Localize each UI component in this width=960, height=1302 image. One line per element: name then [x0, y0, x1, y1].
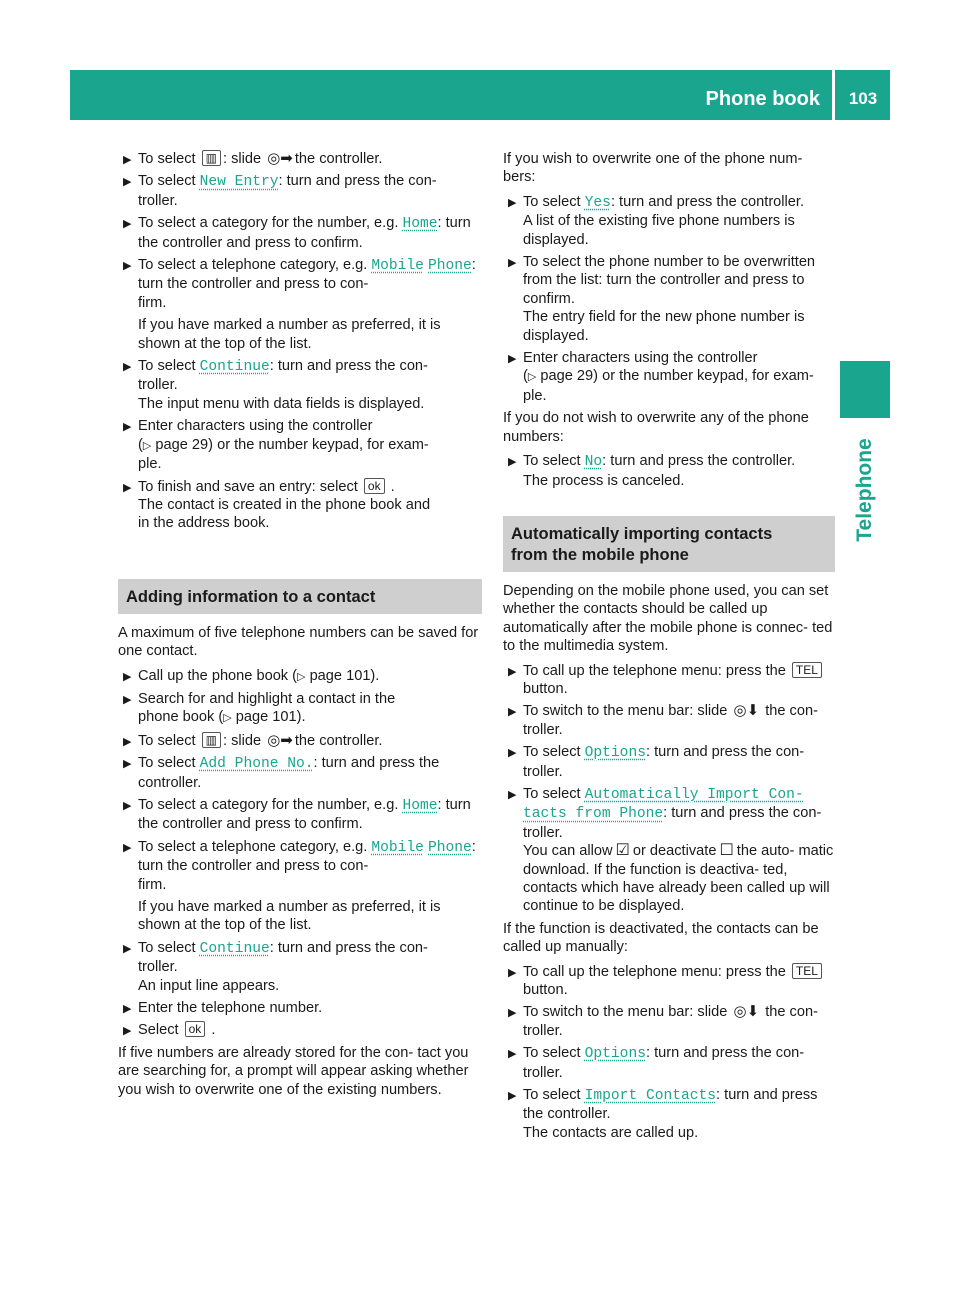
intro-paragraph: If the function is deactivated, the contacts can be called up manually:: [503, 920, 819, 956]
key-symbol-icon: ok: [364, 478, 385, 494]
step-lead: To select: [138, 151, 196, 167]
step-line: displayed.: [523, 231, 589, 248]
controller-icon: ◎➡: [267, 150, 293, 167]
page-title: Phone book: [705, 88, 820, 110]
step-text: [523, 1086, 835, 1142]
step-lead: To select: [138, 939, 196, 956]
step-line: ple.: [138, 456, 162, 473]
step-text: [523, 452, 835, 490]
step-lead: To select: [523, 193, 581, 210]
instruction-step: [118, 256, 482, 353]
instruction-step: [118, 732, 482, 750]
step-text: [523, 1003, 835, 1040]
arrow-icon: ▶: [123, 693, 132, 706]
page-number: 103: [848, 89, 878, 108]
menu-item-code: tacts from Phone: [523, 806, 664, 823]
step-text: [138, 732, 482, 750]
step-text: [138, 838, 482, 935]
controller-icon: ◎⬇: [733, 702, 760, 720]
left-column: [118, 150, 482, 1105]
instruction-step: [118, 667, 482, 686]
arrow-icon: ▶: [123, 758, 132, 771]
step-text: [138, 999, 482, 1017]
step-line: The process is canceled.: [523, 472, 685, 489]
header-divider: [832, 70, 835, 120]
arrow-icon: ▶: [123, 154, 132, 166]
step-lead: To switch to the menu bar: slide: [523, 703, 728, 720]
step-line: The contact is created in the phone book and: [138, 496, 431, 513]
instruction-step: [503, 702, 835, 739]
step-line: displayed.: [523, 327, 589, 344]
step-tail: .: [211, 1022, 216, 1039]
step-line: troller.: [138, 959, 178, 976]
section-intro: Depending on the mobile phone used, you can set whether the contacts should be called up automatically after the mobile phone is connec- ted to the multimedia system.: [503, 582, 833, 655]
step-tail: : turn the controller and press to confirm.: [138, 215, 471, 251]
arrow-icon: ▶: [123, 799, 132, 812]
step-line: controller.: [138, 774, 202, 791]
instruction-step: [503, 349, 835, 405]
instruction-step: [503, 785, 835, 916]
step-lead: To select: [523, 453, 581, 470]
menu-item-code: Home: [402, 216, 438, 233]
step-lead: Select: [138, 1022, 179, 1039]
arrow-icon: ▶: [508, 747, 517, 760]
step-text: [523, 253, 835, 345]
step-text: [138, 1021, 482, 1039]
arrow-icon: ▶: [508, 665, 517, 678]
arrow-icon: ▶: [508, 1048, 517, 1061]
step-text: [523, 1044, 835, 1082]
arrow-icon: ▶: [123, 735, 132, 748]
arrow-icon: ▶: [508, 788, 517, 801]
step-line: troller.: [138, 192, 178, 209]
step-lead: To select the phone number to be overwritten from the list: turn the controller and press to confirm.: [523, 254, 816, 307]
step-lead: To call up the telephone menu: press the: [523, 662, 786, 679]
arrow-icon: ▶: [123, 670, 132, 683]
arrow-icon: ▶: [508, 196, 517, 209]
step-line: troller.: [523, 1064, 563, 1081]
step-lead: Enter characters using the controller: [523, 350, 758, 367]
step-lead: To finish and save an entry: select: [138, 478, 358, 495]
step-line: firm.: [138, 294, 167, 311]
step-lead: To select: [138, 755, 196, 772]
step-lead: To select: [138, 358, 196, 375]
step-line: The entry field for the new phone number is: [523, 309, 805, 326]
menu-item-code: Phone: [428, 839, 472, 856]
step-note: If you have marked a number as preferred, it is shown at the top of the list.: [138, 899, 441, 934]
step-line: troller.: [523, 1022, 563, 1039]
step-text: [138, 256, 482, 353]
step-text: [138, 150, 482, 168]
instruction-step: [503, 963, 835, 1000]
instruction-step: [118, 796, 482, 834]
key-symbol-icon: ▥: [202, 732, 221, 748]
step-tail: button.: [523, 680, 568, 697]
arrow-icon: ▶: [123, 421, 132, 434]
step-text: [138, 939, 482, 995]
intro-paragraph: If you wish to overwrite one of the phone num- bers:: [503, 151, 803, 186]
step-tail: : turn and press the con-: [645, 744, 805, 761]
step-tail: : turn and press the con-: [269, 939, 428, 956]
arrow-icon: ▶: [123, 942, 132, 955]
arrow-icon: ▶: [123, 841, 132, 854]
instruction-step: [118, 214, 482, 252]
step-lead-2: phone book (: [138, 709, 224, 726]
step-tail: button.: [523, 982, 568, 999]
menu-item-code: Mobile: [371, 839, 424, 856]
arrow-icon: ▶: [508, 1007, 517, 1020]
side-tab-marker: [840, 361, 890, 418]
arrow-icon: ▶: [123, 218, 132, 231]
instruction-step: [118, 999, 482, 1017]
step-line: The input menu with data fields is displayed.: [138, 395, 425, 412]
section-heading-line-2: from the mobile phone: [511, 545, 689, 564]
step-text: [138, 754, 482, 792]
instruction-step: [118, 939, 482, 995]
step-lead: To select: [138, 732, 196, 749]
key-symbol-icon: ok: [185, 1021, 206, 1037]
step-text: [138, 667, 482, 686]
menu-item-code: Options: [584, 1046, 646, 1063]
step-tail: the con-: [765, 1004, 818, 1021]
step-tail: : turn and press the controller.: [602, 453, 796, 470]
instruction-step: [118, 838, 482, 935]
menu-item-code: Home: [402, 797, 438, 814]
key-symbol-icon: TEL: [792, 963, 822, 979]
step-lead: Enter the telephone number.: [138, 1000, 323, 1017]
step-tail: : turn and press the: [313, 755, 440, 772]
step-text: [523, 193, 835, 249]
step-lead: To select: [523, 1087, 581, 1104]
arrow-icon: ▶: [508, 1090, 517, 1103]
step-line: troller.: [523, 721, 563, 738]
step-lead: To call up the telephone menu: press the: [523, 963, 786, 980]
allow-text: You can allow: [523, 843, 613, 860]
step-text: [138, 690, 482, 728]
instruction-step: [503, 253, 835, 345]
arrow-icon: ▶: [508, 257, 517, 270]
page-ref: page 29) or the number keypad, for exam-: [540, 368, 814, 385]
key-symbol-icon: TEL: [792, 662, 822, 678]
arrow-icon: ▶: [123, 176, 132, 189]
menu-item-code: Mobile: [371, 258, 424, 275]
menu-item-code: New Entry: [199, 174, 279, 191]
paren: (: [138, 436, 143, 453]
intro-paragraph: If you do not wish to overwrite any of the phone numbers:: [503, 410, 809, 445]
instruction-step: [503, 193, 835, 249]
step-lead: To select a telephone category, e.g.: [138, 257, 368, 274]
page-ref: page 29) or the number keypad, for exam-: [155, 436, 429, 453]
menu-item-code: Import Contacts: [584, 1088, 717, 1105]
step-lead: Search for and highlight a contact in the: [138, 690, 396, 707]
arrow-icon: ▶: [123, 481, 132, 494]
step-lead: To select a category for the number, e.g.: [138, 796, 399, 813]
step-mid: : slide: [223, 732, 262, 749]
instruction-step: [503, 743, 835, 781]
menu-item-code: Automatically Import Con‑: [584, 786, 804, 803]
controller-icon: ◎➡: [267, 731, 293, 749]
checkbox-empty-icon: ☐: [719, 842, 734, 860]
step-text: [138, 357, 482, 413]
key-symbol-icon: ▥: [202, 150, 221, 166]
step-tail: the controller.: [294, 732, 383, 749]
instruction-step: [118, 417, 482, 473]
step-text: [523, 963, 835, 1000]
section-intro: A maximum of five telephone numbers can be saved for one contact.: [118, 624, 479, 660]
step-line: in the address book.: [138, 515, 270, 532]
instruction-step: [118, 172, 482, 210]
side-tab: [840, 425, 890, 555]
step-lead: To select: [138, 173, 196, 190]
arrow-icon: ▶: [508, 456, 517, 469]
step-lead: To select: [523, 1045, 581, 1062]
controller-icon: ◎⬇: [733, 1003, 760, 1021]
menu-item-code: Add Phone No.: [199, 756, 314, 773]
instruction-step: [118, 150, 482, 168]
step-tail: : turn the controller and press to con-: [138, 838, 476, 875]
checkbox-checked-icon: ☑: [615, 842, 630, 860]
section-heading-line-1: Automatically importing contacts: [511, 524, 773, 543]
step-text: [523, 785, 835, 916]
section-heading: Adding information to a contact: [118, 579, 482, 614]
deactivate-text: or deactivate: [632, 843, 717, 860]
step-tail: : turn and press the con-: [269, 358, 428, 375]
page-ref-icon: ▷: [223, 712, 232, 725]
instruction-step: [118, 1021, 482, 1039]
closing-paragraph: If five numbers are already stored for the con- tact you are searching for, a prompt will appear asking whether you wish to overwrite one of the existing numbers.: [118, 1044, 469, 1098]
step-line: troller.: [523, 824, 563, 841]
menu-item-code: Yes: [584, 194, 611, 211]
instruction-step: [503, 662, 835, 699]
right-column: [503, 150, 835, 1146]
menu-item-code: Continue: [199, 359, 270, 376]
arrow-icon: ▶: [123, 1025, 132, 1038]
step-tail: : turn the controller and press to confirm.: [138, 796, 471, 833]
step-tail: : turn and press the controller.: [610, 193, 805, 210]
instruction-step: [503, 1086, 835, 1142]
step-lead: To switch to the menu bar: slide: [523, 1004, 728, 1021]
arrow-icon: ▶: [508, 706, 517, 719]
step-text: [138, 172, 482, 210]
step-lead: Call up the phone book (: [138, 667, 298, 684]
step-line: troller.: [138, 377, 178, 394]
step-text: [138, 478, 482, 533]
allow-tail: the auto- matic download. If the function is deactiva- ted, contacts which have already been called up will continue to be displayed.: [523, 843, 834, 915]
side-tab-label: Telephone: [853, 438, 876, 542]
step-text: [523, 702, 835, 739]
step-line: The contacts are called up.: [523, 1124, 699, 1141]
paren: (: [523, 368, 528, 385]
step-text: [523, 349, 835, 405]
step-lead: To select a category for the number, e.g.: [138, 215, 399, 232]
page-ref: page 101).: [235, 709, 306, 726]
menu-item-code: No: [584, 454, 603, 471]
step-tail: : turn and press the con-: [663, 805, 822, 822]
step-text: [523, 743, 835, 781]
arrow-icon: ▶: [508, 353, 517, 366]
step-tail: : turn and press the con-: [278, 173, 437, 190]
step-note: If you have marked a number as preferred, it is shown at the top of the list.: [138, 317, 441, 352]
step-tail: the con-: [765, 703, 818, 720]
step-text: [138, 214, 482, 252]
instruction-step: [503, 452, 835, 490]
instruction-step: [503, 1003, 835, 1040]
instruction-step: [118, 357, 482, 413]
instruction-step: [503, 1044, 835, 1082]
page-ref-icon: ▷: [142, 439, 152, 452]
arrow-icon: ▶: [508, 966, 517, 979]
step-line: troller.: [523, 763, 563, 780]
step-mid: : slide: [223, 151, 262, 167]
instruction-step: [118, 754, 482, 792]
step-tail: .: [390, 478, 395, 495]
step-text: [523, 662, 835, 699]
step-lead: To select: [523, 744, 581, 761]
step-tail: : turn and press: [716, 1087, 818, 1104]
step-text: [138, 417, 482, 473]
step-tail: : turn the controller and press to con-: [138, 257, 476, 293]
step-line: A list of the existing five phone numbers is: [523, 213, 795, 230]
menu-item-code: Continue: [199, 940, 270, 957]
step-tail: : turn and press the con-: [645, 1045, 805, 1062]
step-lead: To select a telephone category, e.g.: [138, 838, 368, 855]
page-ref-icon: ▷: [527, 371, 537, 384]
menu-item-code: Phone: [428, 258, 472, 275]
step-tail: the controller.: [294, 151, 383, 167]
instruction-step: [118, 690, 482, 728]
page-ref: page 101).: [309, 667, 380, 684]
step-lead: Enter characters using the controller: [138, 418, 373, 435]
menu-item-code: Options: [584, 745, 646, 762]
arrow-icon: ▶: [123, 361, 132, 374]
section-heading: [503, 516, 835, 572]
step-lead: To select: [523, 785, 581, 802]
instruction-step: [118, 478, 482, 533]
step-text: [138, 796, 482, 834]
arrow-icon: ▶: [123, 1003, 132, 1016]
page-ref-icon: ▷: [297, 670, 306, 683]
step-line: An input line appears.: [138, 977, 280, 994]
step-line: the controller.: [523, 1106, 611, 1123]
arrow-icon: ▶: [123, 260, 132, 273]
step-line: ple.: [523, 387, 547, 404]
step-line: firm.: [138, 876, 167, 893]
